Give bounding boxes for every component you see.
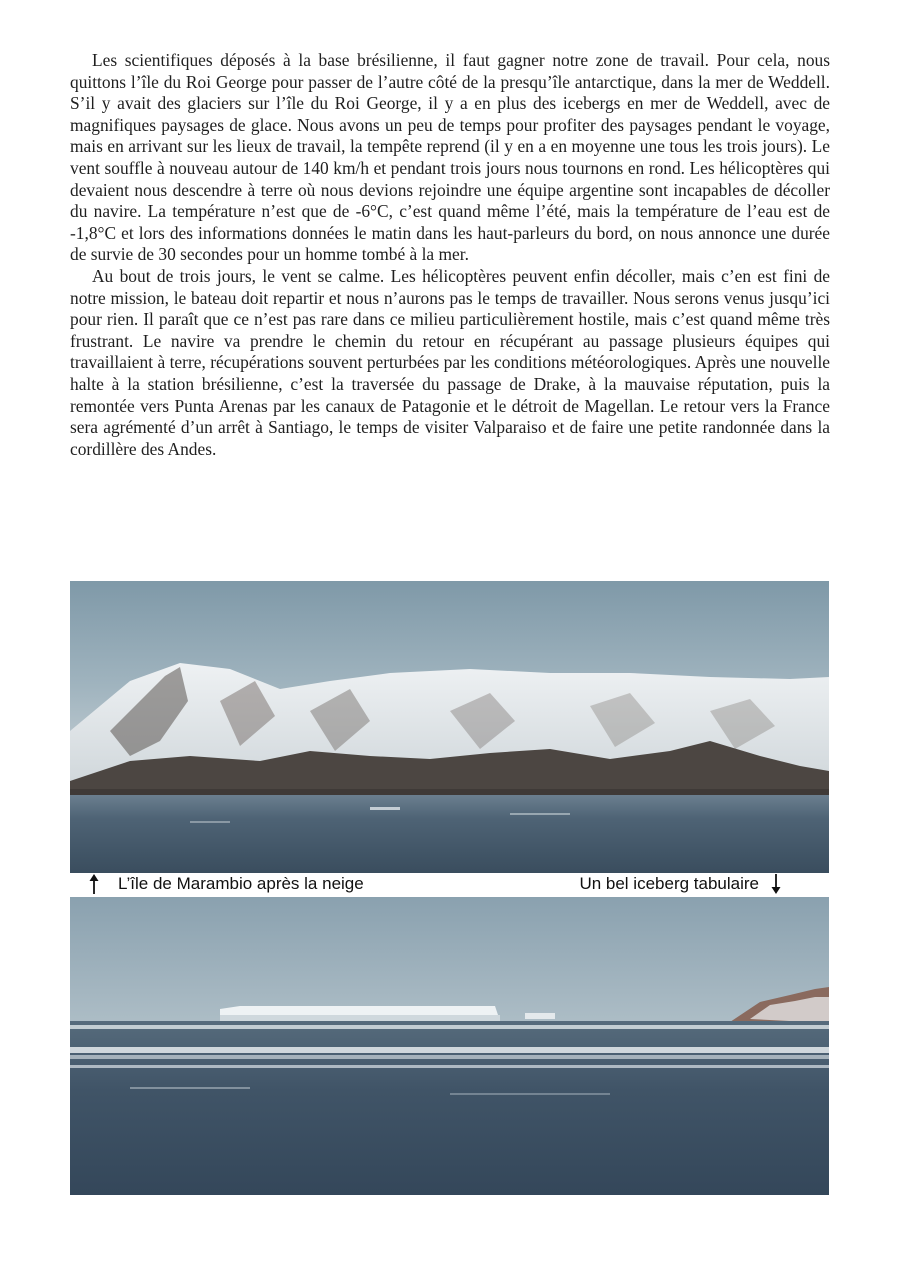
marambio-landscape-image (70, 581, 829, 873)
caption-marambio: L’île de Marambio après la neige (118, 874, 364, 893)
arrow-down-icon (770, 873, 782, 895)
arrow-up-icon (88, 873, 100, 895)
iceberg-seascape-image (70, 897, 829, 1195)
caption-strip (70, 873, 829, 897)
photo-tabular-iceberg (70, 897, 829, 1195)
article-text (70, 50, 830, 460)
caption-iceberg: Un bel iceberg tabulaire (579, 874, 759, 893)
photo-marambio-island (70, 581, 829, 873)
paragraph-2: Au bout de trois jours, le vent se calme. Les hélicoptères peuvent enfin décoller, mais c’en est fini de notre mission, le bateau doit repartir et nous n’aurons pas le temps de travailler. Nous serons venus jusqu’ici pour rien. Il paraît que ce n’est pas rare dans ce milieu particulièrement hostile, mais c’est quand même très frustrant. Le navire va prendre le chemin du retour en récupérant au passage plusieurs équipes qui travaillaient à terre, récupérations souvent perturbées par les conditions météorologiques. Après une nouvelle halte à la station brésilienne, c’est la traversée du passage de Drake, à la mauvaise réputation, puis la remontée vers Punta Arenas par les canaux de Patagonie et le détroit de Magellan. Le retour vers la France sera agrémenté d’un arrêt à Santiago, le temps de visiter Valparaiso et de faire une petite randonnée dans la cordillère des Andes. (70, 265, 830, 459)
paragraph-1: Les scientifiques déposés à la base brésilienne, il faut gagner notre zone de travail. Pour cela, nous quittons l’île du Roi George pour passer de l’autre côté de la presqu’île antarctique, dans la mer de Weddell. S’il y avait des glaciers sur l’île du Roi George, il y a en plus des icebergs en mer de Weddell, avec de magnifiques paysages de glace. Nous avons un peu de temps pour profiter des paysages pendant le voyage, mais en arrivant sur les lieux de travail, la tempête reprend (il y en a en moyenne une tous les trois jours). Le vent souffle à nouveau autour de 140 km/h et pendant trois jours nous tournons en rond. Les hélicoptères qui devaient nous descendre à terre où nous devions rejoindre une équipe argentine sont incapables de décoller du navire. La température n’est que de -6°C, c’est quand même l’été, mais la température de l’eau est de -1,8°C et lors des informations données le matin dans les haut-parleurs du bord, on nous annonce une durée de survie de 30 secondes pour un homme tombé à la mer. (70, 50, 830, 265)
